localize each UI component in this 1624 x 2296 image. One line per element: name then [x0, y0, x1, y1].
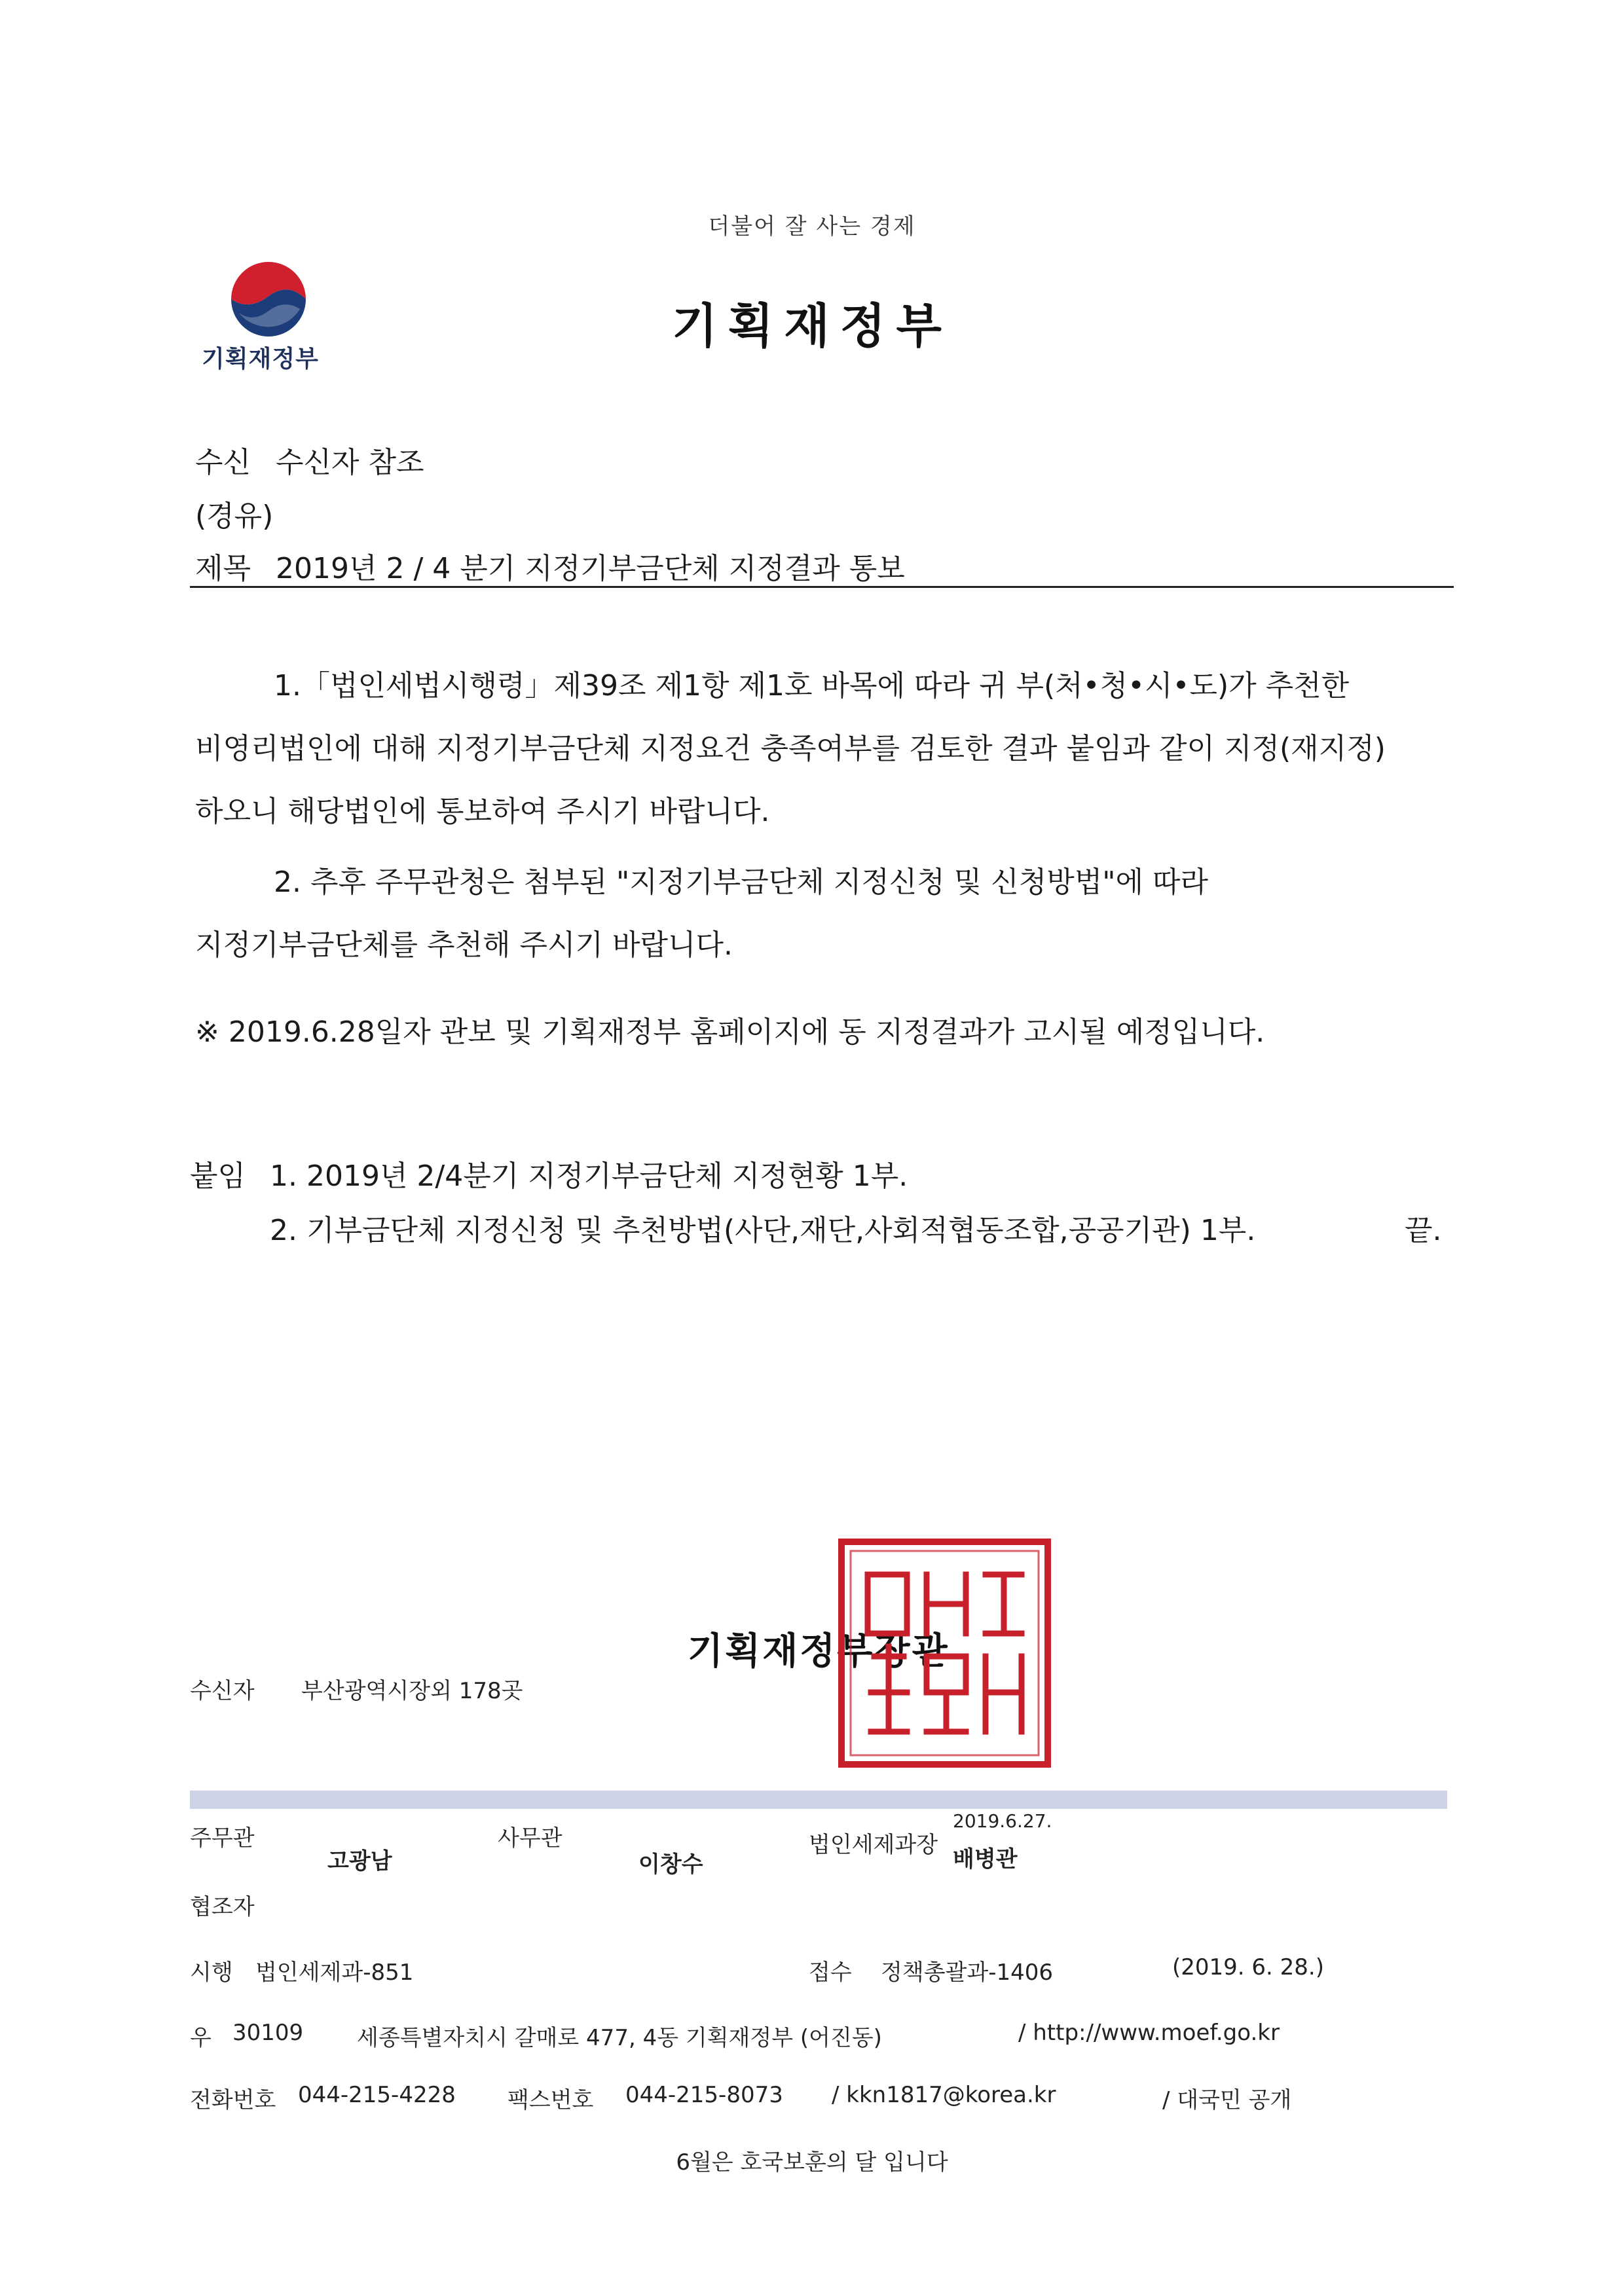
paragraph-2 [195, 851, 1439, 977]
via-label: (경유) [195, 500, 274, 533]
organization-title: 기획재정부 [672, 299, 952, 354]
subject-value: 2019년 2 / 4 분기 지정기부금단체 지정결과 통보 [276, 552, 905, 585]
official-seal-icon [835, 1535, 1054, 1771]
notice-line: ※ 2019.6.28일자 관보 및 기획재정부 홈페이지에 동 지정결과가 고시될 예정입니다. [195, 1015, 1265, 1049]
subject-row [195, 545, 905, 587]
receipt-value: 정책총괄과-1406 [881, 1959, 1054, 1986]
cooperator-label: 협조자 [190, 1894, 255, 1920]
footer-band [190, 1791, 1447, 1809]
fax-number: 044-215-8073 [625, 2082, 783, 2108]
recipients-value: 부산광역시장외 178곳 [301, 1678, 523, 1704]
approval-role-3: 법인세제과장 [809, 1832, 938, 1858]
end-mark: 끝. [1405, 1214, 1442, 1247]
receipt-label: 접수 [809, 1959, 852, 1986]
address: 세종특별자치시 갈매로 477, 4동 기획재정부 (어진동) [357, 2025, 882, 2051]
fax-label: 팩스번호 [507, 2087, 594, 2113]
website-link[interactable]: / http://www.moef.go.kr [1018, 2020, 1280, 2046]
enforce-value: 법인세제과-851 [255, 1959, 414, 1986]
paragraph-1 [195, 655, 1439, 843]
approval-date-3: 2019.6.27. [953, 1810, 1052, 1832]
slogan: 더불어 잘 사는 경제 [708, 213, 916, 240]
approval-role-2: 사무관 [498, 1825, 563, 1851]
approval-name-2: 이창수 [638, 1851, 703, 1878]
paragraph-1-text: 1.「법인세법시행령」제39조 제1항 제1호 바목에 따라 귀 부(처•청•시•도)가 추천한 비영리법인에 대해 지정기부금단체 지정요건 충족여부를 검토한 결과 붙임과 같이 지정(재지정)하오니 해당법인에 통보하여 주시기 바랍니다. [195, 669, 1386, 828]
paragraph-2-text: 2. 추후 주무관청은 첨부된 "지정기부금단체 지정신청 및 신청방법"에 따라 지정기부금단체를 추천해 주시기 바랍니다. [195, 866, 1208, 962]
recipient-row [195, 439, 424, 481]
postal-code: 30109 [232, 2020, 304, 2046]
recipient-value: 수신자 참조 [276, 446, 424, 479]
recipients-label: 수신자 [190, 1678, 255, 1704]
campaign-slogan: 6월은 호국보훈의 달 입니다 [676, 2149, 948, 2176]
subject-divider [190, 586, 1454, 588]
approval-role-1: 주무관 [190, 1825, 255, 1851]
receipt-date: (2019. 6. 28.) [1172, 1954, 1324, 1980]
approval-name-3: 배병관 [953, 1846, 1018, 1872]
attachment-item-2: 2. 기부금단체 지정신청 및 추천방법(사단,재단,사회적협동조합,공공기관) 1부. [270, 1214, 1256, 1247]
recipient-label: 수신 [195, 446, 251, 479]
signer-title: 기획재정부장관 [688, 1630, 950, 1673]
logo-text: 기획재정부 [202, 346, 319, 373]
attachments-label: 붙임 [190, 1159, 246, 1193]
disclosure-label: / 대국민 공개 [1162, 2087, 1292, 2113]
enforce-label: 시행 [190, 1959, 233, 1986]
approval-name-1: 고광남 [327, 1848, 392, 1874]
postal-label: 우 [190, 2025, 212, 2051]
phone-number: 044-215-4228 [298, 2082, 456, 2108]
email-link[interactable]: / kkn1817@korea.kr [832, 2082, 1056, 2108]
subject-label: 제목 [195, 552, 251, 585]
phone-label: 전화번호 [190, 2087, 276, 2113]
attachment-item-1: 1. 2019년 2/4분기 지정기부금단체 지정현황 1부. [270, 1159, 908, 1193]
